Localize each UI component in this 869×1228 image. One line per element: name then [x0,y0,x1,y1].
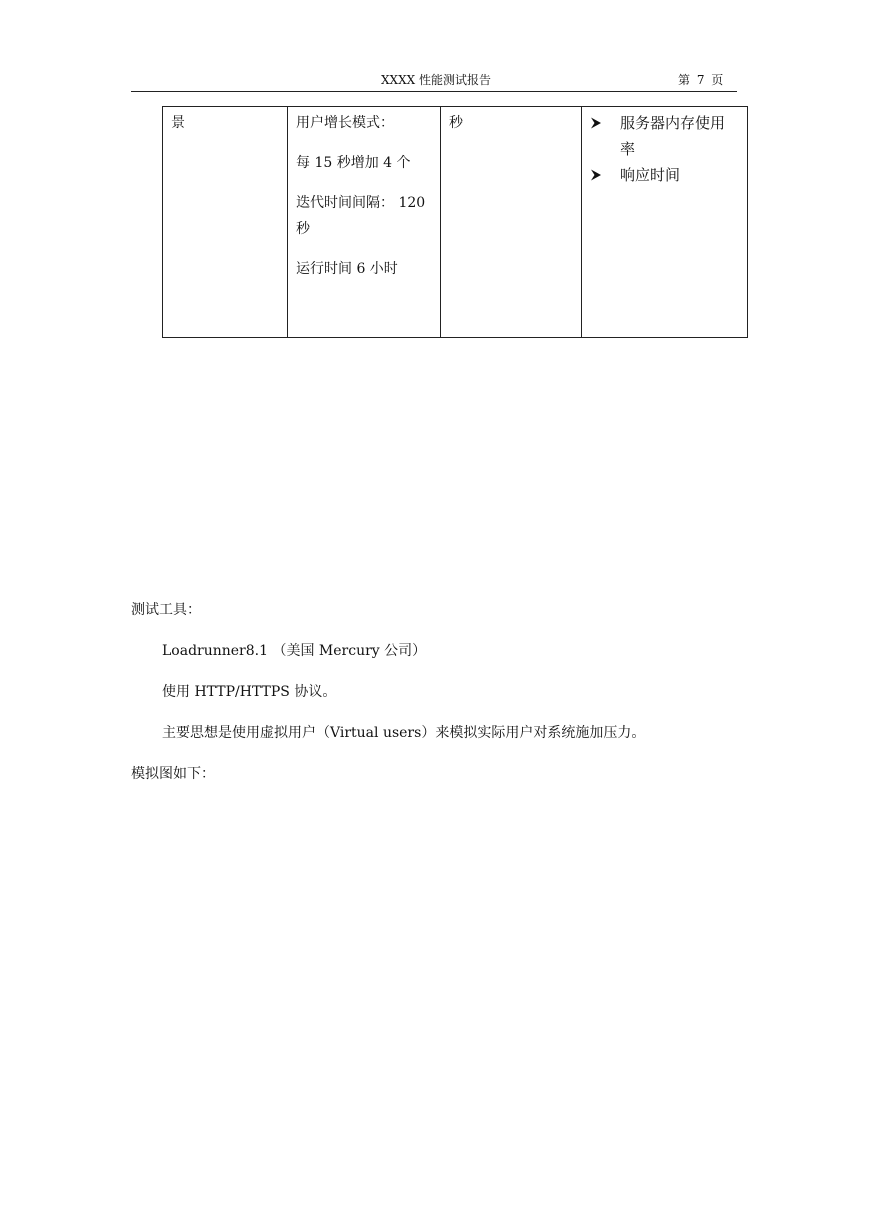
test-scenario-table [162,106,748,338]
list-item [590,162,739,188]
header-divider [131,91,737,92]
table-row [163,107,748,338]
tools-heading: 测试工具： [131,602,201,618]
metric-response-time: 响应时间 [620,166,681,184]
scenario-cell [163,107,288,338]
run-duration-line: 运行时间 6 小时 [296,261,398,277]
arrowhead-bullet-icon [590,110,604,136]
main-idea: 主要思想是使用虚拟用户（Virtual users）来模拟实际用户对系统施加压力。 [162,725,646,741]
unit-cell [441,107,582,338]
metrics-list [590,110,739,188]
page-number: 第 7 页 [678,73,724,87]
arrowhead-bullet-icon [590,162,604,188]
load-pattern-cell [288,107,441,338]
unit-text: 秒 [449,115,463,131]
metric-memory-usage: 服务器内存使用率 [620,114,726,158]
metrics-cell [582,107,748,338]
protocol-note: 使用 HTTP/HTTPS 协议。 [162,684,337,700]
growth-rate-line: 每 15 秒增加 4 个 [296,155,411,171]
tool-name: Loadrunner8.1 （美国 Mercury 公司） [162,643,427,659]
iteration-interval-line: 迭代时间间隔： 120 秒 [296,195,426,237]
growth-mode-line: 用户增长模式： [296,115,394,131]
report-title: XXXX 性能测试报告 [381,73,491,87]
list-item [590,110,739,162]
diagram-intro: 模拟图如下： [131,766,215,782]
scenario-text: 景 [171,115,185,131]
